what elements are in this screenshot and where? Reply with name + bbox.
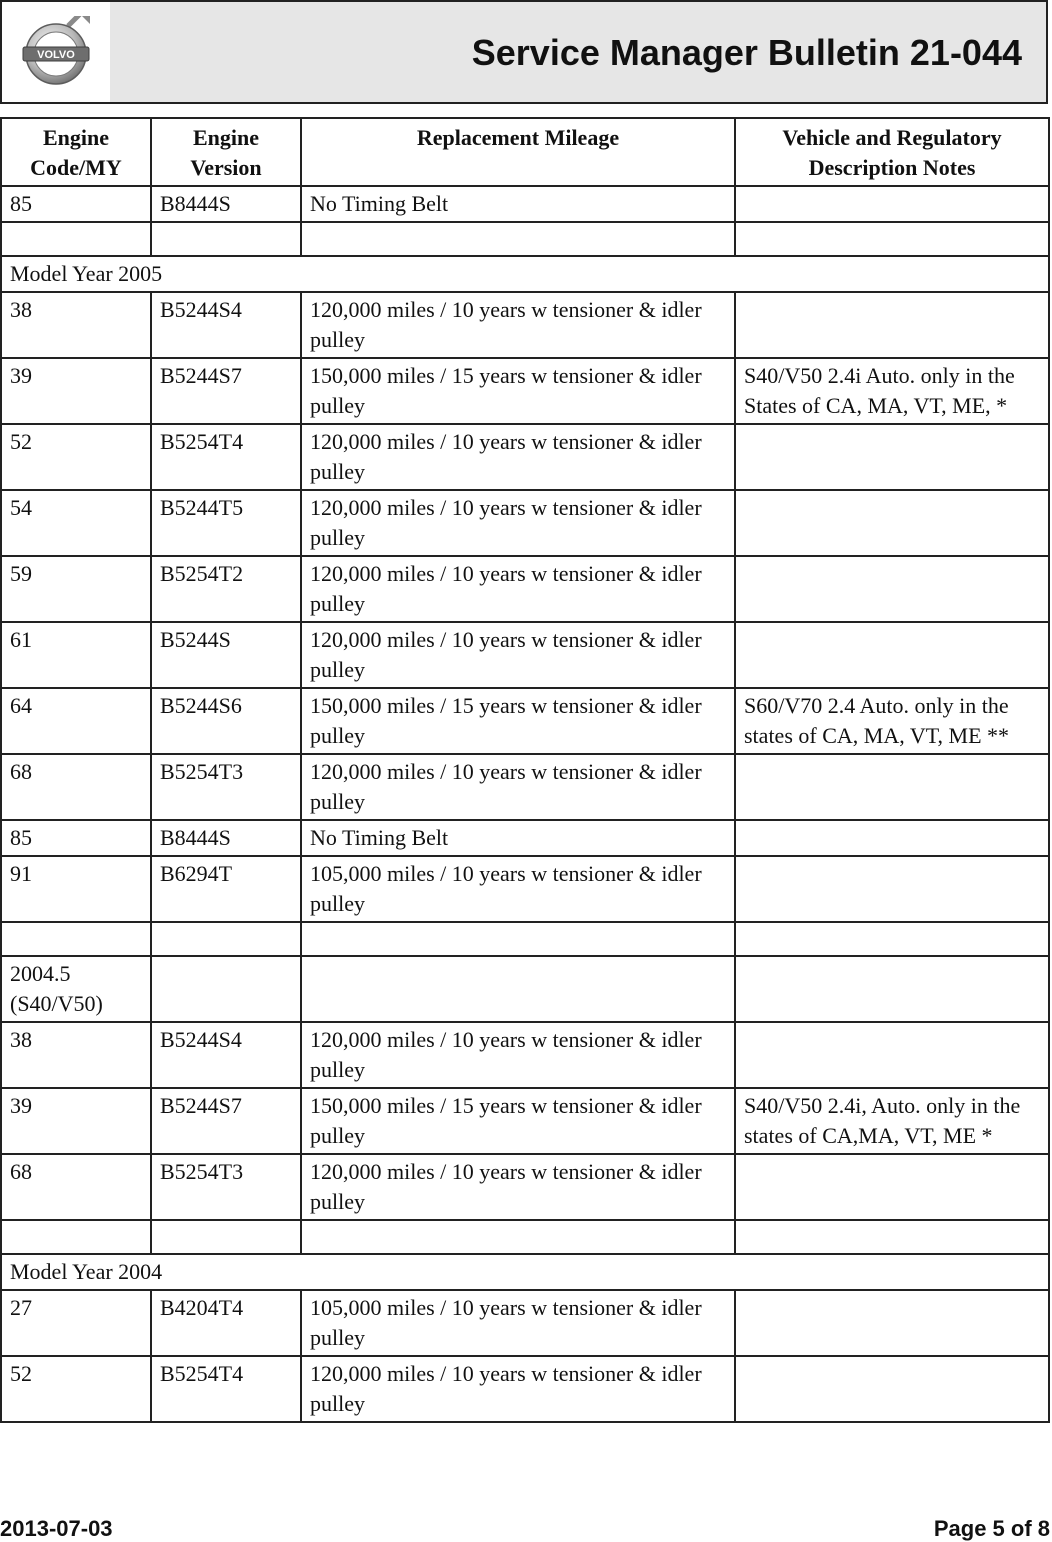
cell-replacement-mileage: 105,000 miles / 10 years w tensioner & idler pulley — [301, 856, 735, 922]
cell-engine-version: B5254T3 — [151, 1154, 301, 1220]
cell-replacement-mileage: 120,000 miles / 10 years w tensioner & idler pulley — [301, 556, 735, 622]
cell-engine-version: B5244S7 — [151, 1088, 301, 1154]
section-row — [1, 1254, 1049, 1290]
cell-engine-code: 85 — [1, 186, 151, 222]
cell-replacement-mileage: 120,000 miles / 10 years w tensioner & idler pulley — [301, 292, 735, 358]
table-row — [1, 688, 1049, 754]
cell-engine-code: 64 — [1, 688, 151, 754]
cell-engine-code: 39 — [1, 1088, 151, 1154]
table-row — [1, 820, 1049, 856]
empty-cell — [151, 922, 301, 956]
cell-engine-version: B6294T — [151, 856, 301, 922]
cell-replacement-mileage: No Timing Belt — [301, 186, 735, 222]
page-footer — [0, 1516, 1050, 1542]
cell-replacement-mileage: 120,000 miles / 10 years w tensioner & idler pulley — [301, 424, 735, 490]
cell-engine-code: 27 — [1, 1290, 151, 1356]
cell-replacement-mileage: 120,000 miles / 10 years w tensioner & idler pulley — [301, 490, 735, 556]
table-row — [1, 856, 1049, 922]
cell-replacement-mileage: 120,000 miles / 10 years w tensioner & idler pulley — [301, 1154, 735, 1220]
cell-engine-code: 85 — [1, 820, 151, 856]
column-header-engine-code: Engine Code/MY — [1, 118, 151, 186]
cell-engine-version: B4204T4 — [151, 1290, 301, 1356]
cell-engine-version: B5244S6 — [151, 688, 301, 754]
cell-notes: S40/V50 2.4i, Auto. only in the states of CA,MA, VT, ME * — [735, 1088, 1049, 1154]
logo-box — [2, 2, 110, 102]
cell-notes — [735, 1154, 1049, 1220]
section-label: Model Year 2005 — [1, 256, 1049, 292]
empty-cell — [735, 922, 1049, 956]
cell-notes — [735, 820, 1049, 856]
table-row — [1, 1290, 1049, 1356]
cell-replacement-mileage: 105,000 miles / 10 years w tensioner & idler pulley — [301, 1290, 735, 1356]
cell-engine-code: 2004.5 (S40/V50) — [1, 956, 151, 1022]
cell-engine-version: B5244S4 — [151, 292, 301, 358]
cell-engine-version: B5244S7 — [151, 358, 301, 424]
cell-engine-code: 38 — [1, 292, 151, 358]
cell-notes — [735, 1290, 1049, 1356]
spacer-row — [1, 1220, 1049, 1254]
cell-replacement-mileage: 150,000 miles / 15 years w tensioner & idler pulley — [301, 688, 735, 754]
table-row — [1, 956, 1049, 1022]
cell-engine-code: 68 — [1, 1154, 151, 1220]
table-row — [1, 292, 1049, 358]
empty-cell — [151, 1220, 301, 1254]
table-row — [1, 186, 1049, 222]
cell-engine-code: 59 — [1, 556, 151, 622]
table-row — [1, 1022, 1049, 1088]
cell-engine-version: B5254T4 — [151, 1356, 301, 1422]
empty-cell — [735, 1220, 1049, 1254]
empty-cell — [301, 222, 735, 256]
cell-notes — [735, 292, 1049, 358]
cell-engine-version: B8444S — [151, 820, 301, 856]
cell-notes — [735, 856, 1049, 922]
section-row — [1, 256, 1049, 292]
table-row — [1, 424, 1049, 490]
cell-engine-code: 38 — [1, 1022, 151, 1088]
cell-engine-version: B5244T5 — [151, 490, 301, 556]
cell-engine-version — [151, 956, 301, 1022]
cell-notes — [735, 1022, 1049, 1088]
page-title: Service Manager Bulletin 21-044 — [471, 32, 1022, 73]
column-header-engine-version: Engine Version — [151, 118, 301, 186]
cell-engine-version: B5254T4 — [151, 424, 301, 490]
empty-cell — [151, 222, 301, 256]
spacer-row — [1, 922, 1049, 956]
cell-engine-version: B5254T2 — [151, 556, 301, 622]
empty-cell — [1, 222, 151, 256]
cell-notes — [735, 956, 1049, 1022]
cell-replacement-mileage: No Timing Belt — [301, 820, 735, 856]
column-header-replacement-mileage: Replacement Mileage — [301, 118, 735, 186]
table-header-row — [1, 118, 1049, 186]
cell-notes — [735, 622, 1049, 688]
cell-notes — [735, 186, 1049, 222]
timing-belt-table — [0, 117, 1050, 1423]
empty-cell — [1, 1220, 151, 1254]
cell-engine-code: 54 — [1, 490, 151, 556]
cell-notes — [735, 424, 1049, 490]
cell-engine-code: 52 — [1, 1356, 151, 1422]
cell-notes — [735, 556, 1049, 622]
table-row — [1, 754, 1049, 820]
empty-cell — [301, 922, 735, 956]
cell-notes: S40/V50 2.4i Auto. only in the States of CA, MA, VT, ME, * — [735, 358, 1049, 424]
cell-replacement-mileage — [301, 956, 735, 1022]
cell-engine-version: B5244S4 — [151, 1022, 301, 1088]
cell-notes — [735, 1356, 1049, 1422]
cell-engine-code: 91 — [1, 856, 151, 922]
cell-replacement-mileage: 150,000 miles / 15 years w tensioner & idler pulley — [301, 1088, 735, 1154]
cell-notes: S60/V70 2.4 Auto. only in the states of CA, MA, VT, ME ** — [735, 688, 1049, 754]
empty-cell — [1, 922, 151, 956]
cell-notes — [735, 490, 1049, 556]
logo-text: VOLVO — [37, 49, 75, 61]
footer-date: 2013-07-03 — [0, 1516, 113, 1541]
table-row — [1, 490, 1049, 556]
volvo-logo-icon — [20, 16, 92, 88]
cell-replacement-mileage: 120,000 miles / 10 years w tensioner & idler pulley — [301, 754, 735, 820]
cell-replacement-mileage: 150,000 miles / 15 years w tensioner & idler pulley — [301, 358, 735, 424]
table-row — [1, 1088, 1049, 1154]
cell-engine-code: 39 — [1, 358, 151, 424]
bulletin-header — [0, 0, 1048, 104]
empty-cell — [301, 1220, 735, 1254]
cell-engine-code: 61 — [1, 622, 151, 688]
cell-replacement-mileage: 120,000 miles / 10 years w tensioner & idler pulley — [301, 622, 735, 688]
footer-page-number: Page 5 of 8 — [933, 1516, 1050, 1541]
column-header-notes: Vehicle and Regulatory Description Notes — [735, 118, 1049, 186]
table-body — [1, 186, 1049, 1422]
table-row — [1, 556, 1049, 622]
cell-notes — [735, 754, 1049, 820]
section-label: Model Year 2004 — [1, 1254, 1049, 1290]
cell-replacement-mileage: 120,000 miles / 10 years w tensioner & idler pulley — [301, 1022, 735, 1088]
table-row — [1, 1154, 1049, 1220]
cell-replacement-mileage: 120,000 miles / 10 years w tensioner & idler pulley — [301, 1356, 735, 1422]
table-row — [1, 358, 1049, 424]
cell-engine-version: B5254T3 — [151, 754, 301, 820]
empty-cell — [735, 222, 1049, 256]
cell-engine-code: 52 — [1, 424, 151, 490]
cell-engine-version: B5244S — [151, 622, 301, 688]
spacer-row — [1, 222, 1049, 256]
cell-engine-version: B8444S — [151, 186, 301, 222]
table-row — [1, 1356, 1049, 1422]
table-row — [1, 622, 1049, 688]
cell-engine-code: 68 — [1, 754, 151, 820]
